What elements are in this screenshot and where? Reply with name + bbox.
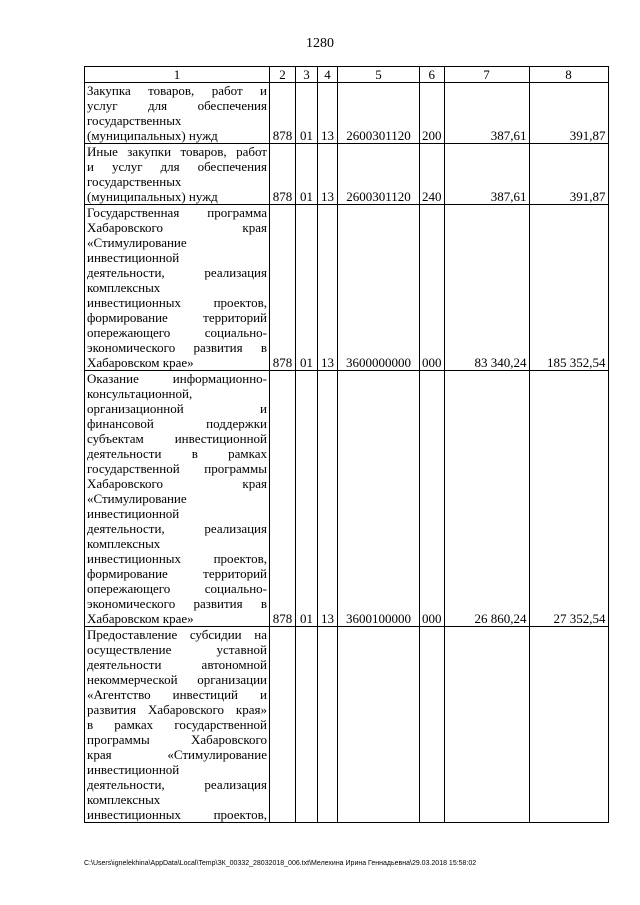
cell-c6: 000 [420,205,445,371]
row-name-line: инвестиционных проектов, [87,807,267,822]
row-name-line: финансовой поддержки [87,416,267,431]
row-name-line: развития Хабаровского края» [87,702,267,717]
row-name-line: Хабаровского края [87,476,267,491]
cell-c6: 000 [420,371,445,627]
table-row [85,627,609,823]
cell-c5: 2600301120 [338,83,420,144]
row-name-line: Государственная программа [87,205,267,220]
header-row [85,67,609,83]
row-name-line: «Стимулирование [87,235,187,250]
table-row [85,144,609,205]
cell-c8 [529,627,608,823]
table-row [85,83,609,144]
row-name-line: деятельности, реализация [87,265,267,280]
row-name-line: (муниципальных) нужд [87,189,218,204]
col-header: 2 [270,67,296,83]
cell-c7: 387,61 [444,144,529,205]
row-name-line: деятельности автономной [87,657,267,672]
row-name-line: комплексных [87,280,161,295]
row-name-line: инвестиционной [87,506,180,521]
col-header: 8 [529,67,608,83]
cell-c2: 878 [270,83,296,144]
cell-c7: 387,61 [444,83,529,144]
row-name-line: осуществление уставной [87,642,267,657]
row-name-line: инвестиционной [87,762,180,777]
budget-table [84,66,609,823]
row-name-line: опережающего социально- [87,325,267,340]
cell-c4: 13 [318,205,338,371]
row-name-line: программы Хабаровского [87,732,267,747]
row-name-line: государственных [87,174,182,189]
row-name-line: инвестиционной [87,250,180,265]
col-header: 5 [338,67,420,83]
row-name-line: экономического развития в [87,340,267,355]
row-name-line: экономического развития в [87,596,267,611]
cell-c6: 240 [420,144,445,205]
col-header: 6 [420,67,445,83]
cell-c5 [338,627,420,823]
cell-c4: 13 [318,144,338,205]
cell-c2: 878 [270,144,296,205]
row-name-line: «Стимулирование [87,491,187,506]
row-name [85,83,270,144]
cell-c6 [420,627,445,823]
row-name-line: организационной и [87,401,267,416]
row-name-line: Хабаровском крае» [87,611,194,626]
row-name-line: формирование территорий [87,566,267,581]
row-name-line: Предоставление субсидии на [87,627,267,642]
cell-c2: 878 [270,205,296,371]
row-name-line: государственной программы [87,461,267,476]
cell-c7: 26 860,24 [444,371,529,627]
col-header: 4 [318,67,338,83]
cell-c2: 878 [270,371,296,627]
row-name-line: и услуг для обеспечения [87,159,267,174]
cell-c4: 13 [318,371,338,627]
cell-c3: 01 [296,83,318,144]
page-number: 1280 [306,36,334,51]
cell-c4: 13 [318,83,338,144]
row-name-line: края «Стимулирование [87,747,267,762]
row-name-line: инвестиционных проектов, [87,295,267,310]
row-name-line: консультационной, [87,386,193,401]
cell-c2 [270,627,296,823]
col-header: 3 [296,67,318,83]
cell-c5: 3600100000 [338,371,420,627]
row-name-line: Оказание информационно- [87,371,267,386]
file-path-footer: C:\Users\ignelekhina\AppData\Local\Temp\ЗК_00332_28032018_006.txt\Мелехина Ирина Геннадьевна\29.03.2018 15:58:02 [84,860,477,867]
cell-c8: 391,87 [529,83,608,144]
cell-c8: 391,87 [529,144,608,205]
row-name-line: некоммерческой организации [87,672,267,687]
table-row [85,205,609,371]
row-name-line: деятельности в рамках [87,446,267,461]
row-name-line: «Агентство инвестиций и [87,687,267,702]
row-name-line: субъектам инвестиционной [87,431,267,446]
row-name-line: Хабаровского края [87,220,267,235]
cell-c8: 185 352,54 [529,205,608,371]
row-name-line: (муниципальных) нужд [87,128,218,143]
row-name [85,144,270,205]
row-name-line: инвестиционных проектов, [87,551,267,566]
cell-c4 [318,627,338,823]
cell-c7: 83 340,24 [444,205,529,371]
row-name-line: Закупка товаров, работ и [87,83,267,98]
row-name-line: Иные закупки товаров, работ [87,144,267,159]
cell-c6: 200 [420,83,445,144]
row-name-line: в рамках государственной [87,717,267,732]
row-name-line: деятельности, реализация [87,521,267,536]
cell-c3: 01 [296,205,318,371]
col-header: 1 [85,67,270,83]
cell-c5: 3600000000 [338,205,420,371]
row-name-line: Хабаровском крае» [87,355,194,370]
row-name [85,371,270,627]
cell-c3: 01 [296,144,318,205]
cell-c7 [444,627,529,823]
cell-c3 [296,627,318,823]
row-name-line: услуг для обеспечения [87,98,267,113]
table-row [85,371,609,627]
row-name-line: формирование территорий [87,310,267,325]
row-name-line: комплексных [87,792,161,807]
row-name-line: деятельности, реализация [87,777,267,792]
cell-c8: 27 352,54 [529,371,608,627]
row-name-line: комплексных [87,536,161,551]
row-name [85,627,270,823]
cell-c3: 01 [296,371,318,627]
row-name-line: опережающего социально- [87,581,267,596]
row-name [85,205,270,371]
row-name-line: государственных [87,113,182,128]
col-header: 7 [444,67,529,83]
cell-c5: 2600301120 [338,144,420,205]
